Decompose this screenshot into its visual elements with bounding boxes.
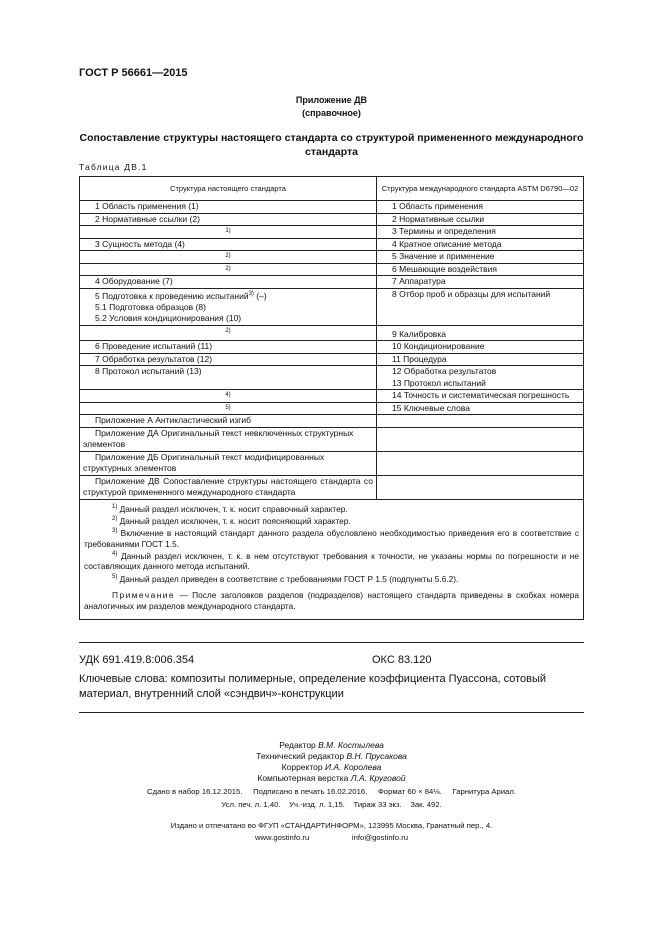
table-row: [80, 451, 584, 475]
table-row: [80, 341, 584, 354]
footnotes-row: [80, 499, 584, 619]
footnote-1: $^{1)}$ Данный раздел исключен, т. к. носит справочный характер.: [112, 503, 348, 514]
left-cell: 4 Оборудование (7): [95, 276, 173, 286]
footnote-ref: 1): [225, 228, 231, 234]
footnote-ref: 5): [225, 404, 231, 411]
appendix-subtitle: (справочное): [302, 108, 361, 118]
left-cell: Приложение ДА Оригинальный текст невключенных структурных элементов: [83, 427, 354, 450]
footnote-2: $^{2)}$ Данный раздел исключен, т. к. носит поясняющий характер.: [112, 515, 351, 526]
udk-code: УДК 691.419.8:006.354: [79, 654, 195, 666]
table-note: Примечание — После заголовков разделов (подразделов) настоящего стандарта приведены в скобках номера аналогичных им разделов международного стандарта.: [84, 590, 580, 611]
table-row: [80, 213, 584, 226]
left-cell: 7 Обработка результатов (12): [95, 353, 213, 364]
left-cell: 3 Сущность метода (4): [95, 238, 185, 249]
table-row: [80, 390, 584, 403]
keywords: Ключевые слова: композиты полимерные, определение коэффициента Пуассона, сотовый материал, внутренний слой «сэндвич»-конструкции: [79, 673, 547, 700]
table-header-row: [80, 177, 584, 201]
imprint-line-3: Издано и отпечатано во ФГУП «СТАНДАРТИНФОРМ», 123995 Москва, Гранатный пер., 4.: [170, 821, 493, 830]
divider: [79, 642, 584, 643]
right-cell: 12 Обработка результатов: [392, 366, 497, 377]
right-cell: 6 Мешающие воздействия: [392, 263, 497, 274]
left-cell: 1 Область применения (1): [95, 201, 199, 211]
divider: [79, 712, 584, 713]
right-cell: 10 Кондиционирование: [392, 341, 485, 352]
right-cell: 9 Калибровка: [392, 328, 446, 339]
table-row: [80, 288, 584, 325]
col-header-left: Структура настоящего стандарта: [80, 177, 377, 201]
staff-line: Компьютерная верстка Л.А. Круговой: [257, 773, 406, 783]
right-cell: 4 Кратное описание метода: [392, 238, 502, 249]
footnote-4: $^{4)}$ Данный раздел исключен, т. к. в нем отсутствуют требования к точности, не указаны нормы по погрешности и не составляющих данного метода испытаний.: [84, 550, 579, 572]
left-cell: Приложение ДВ Сопоставление структуры настоящего стандарта со структурой примененного международного стандарта: [83, 475, 373, 498]
right-cell: 2 Нормативные ссылки: [392, 213, 485, 224]
table-row: [80, 415, 584, 428]
imprint-line-2: Усл. печ. л. 1,40. Уч.-изд. л. 1,15. Тираж 33 экз. Зак. 492.: [221, 800, 442, 809]
table-row: [80, 402, 584, 415]
right-cell: 1 Область применения: [392, 201, 483, 211]
table-row: [80, 263, 584, 276]
appendix-heading: Сопоставление структуры настоящего стандарта со структурой примененного международного стандарта: [79, 132, 584, 158]
footnote-ref: 2): [225, 265, 231, 272]
document-code: ГОСТ Р 56661—2015: [79, 67, 188, 79]
table-row: [80, 276, 584, 289]
staff-line: Редактор В.М. Костылева: [279, 740, 384, 750]
right-cell: 3 Термины и определения: [392, 226, 496, 236]
table-row: [80, 366, 584, 390]
appendix-title: Приложение ДВ: [295, 95, 368, 105]
table-row: [80, 325, 584, 341]
right-cell: 14 Точность и систематическая погрешность: [392, 390, 570, 401]
footnote-ref: 4): [225, 392, 231, 399]
table-row: [80, 427, 584, 451]
oks-code: ОКС 83.120: [372, 654, 432, 666]
right-cell: 8 Отбор проб и образцы для испытаний: [392, 288, 551, 299]
left-cell: 5 Подготовка к проведению испытаний$^{3)}$ (–): [95, 290, 267, 301]
staff-line: Технический редактор В.Н. Прусакова: [256, 751, 407, 761]
footnote-3: $^{3)}$ Включение в настоящий стандарт данного раздела обусловлено необходимостью приведения его в соответствие с требованиями ГОСТ 1.5.: [84, 528, 579, 549]
left-cell: Приложение А Антикластический изгиб: [95, 415, 251, 426]
left-cell: 2 Нормативные ссылки (2): [95, 213, 200, 224]
col-header-right: Структура международного стандарта ASTM D6790—02: [377, 177, 584, 201]
left-cell: 5.2 Условия кондиционирования (10): [95, 313, 242, 324]
left-cell: Приложение ДБ Оригинальный текст модифицированных структурных элементов: [83, 451, 325, 474]
right-cell: 11 Процедура: [392, 353, 447, 364]
table-label: Таблица ДВ.1: [79, 162, 148, 172]
imprint-line-1: Сдано в набор 16.12.2015. Подписано в печать 16.02.2016. Формат 60 × 84⅛. Гарнитура Ариал.: [147, 787, 516, 796]
footnote-ref: 2): [225, 327, 231, 334]
staff-line: Корректор И.А. Королева: [281, 762, 382, 772]
right-cell: 13 Протокол испытаний: [392, 377, 486, 388]
table-row: [80, 251, 584, 264]
right-cell: 5 Значение и применение: [392, 251, 495, 261]
imprint-line-4: www.gostinfo.ru info@gostinfo.ru: [254, 833, 409, 842]
table-row: [80, 226, 584, 239]
footnote-ref: 2): [225, 253, 231, 259]
right-cell: 15 Ключевые слова: [392, 402, 470, 413]
left-cell: 8 Протокол испытаний (13): [95, 366, 202, 377]
left-cell: 6 Проведение испытаний (11): [95, 341, 213, 352]
table-row: [80, 475, 584, 499]
footnote-5: $^{5)}$ Данный раздел приведен в соответствие с требованиями ГОСТ Р 1.5 (подпункты 5.6.2).: [112, 573, 459, 584]
left-cell: 5.1 Подготовка образцов (8): [95, 301, 206, 312]
comparison-table: [79, 176, 584, 620]
staff-credits: [79, 740, 584, 784]
table-row: [80, 238, 584, 251]
table-row: [80, 201, 584, 214]
table-row: [80, 353, 584, 366]
right-cell: 7 Аппаратура: [392, 276, 446, 286]
note-label: Примечание: [112, 590, 176, 601]
